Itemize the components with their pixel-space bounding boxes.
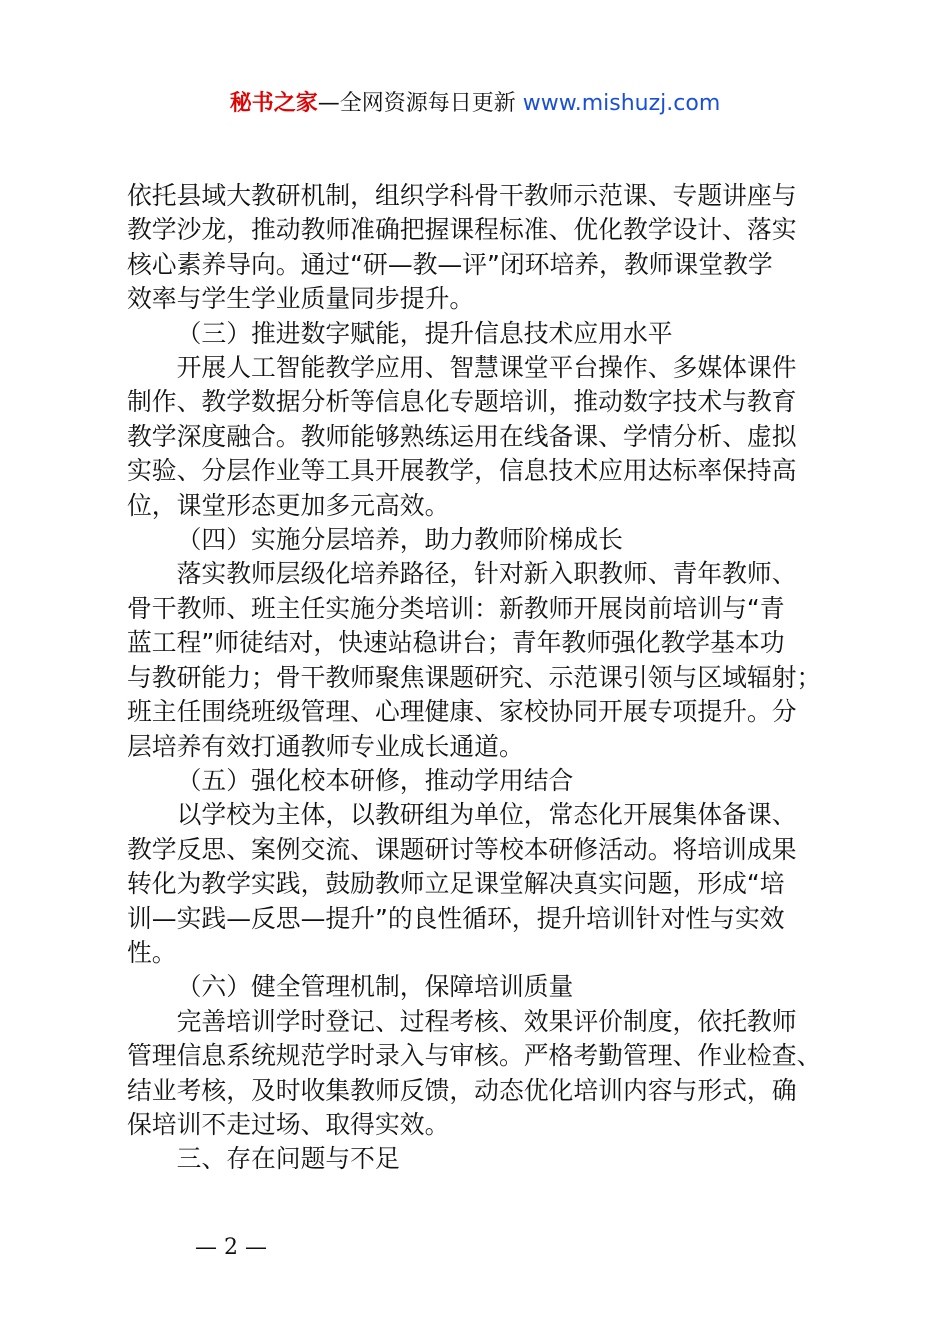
text-line: 以学校为主体，以教研组为单位，常态化开展集体备课、 — [176, 800, 797, 830]
site-slogan: —全网资源每日更新 — [317, 91, 523, 116]
text-line: 教学深度融合。教师能够熟练运用在线备课、学情分析、虚拟 — [127, 421, 797, 451]
text-line: 层培养有效打通教师专业成长通道。 — [127, 731, 524, 761]
section-heading-6: （六）健全管理机制，保障培训质量 — [176, 972, 574, 1002]
text-line: 教学沙龙，推动教师准确把握课程标准、优化教学设计、落实 — [127, 215, 797, 245]
paragraph-tiered-training — [127, 557, 833, 763]
text-line: 结业考核，及时收集教师反馈，动态优化培训内容与形式，确 — [127, 1075, 797, 1105]
text-line: 完善培训学时登记、过程考核、效果评价制度，依托教师 — [176, 1006, 797, 1036]
paragraph-management-mechanism — [127, 1005, 833, 1143]
text-line: 骨干教师、班主任实施分类培训：新教师开展岗前培训与“青 — [127, 593, 785, 623]
text-line: 训—实践—反思—提升”的良性循环，提升培训针对性与实效 — [127, 903, 785, 933]
document-body — [127, 179, 833, 1177]
text-line: 开展人工智能教学应用、智慧课堂平台操作、多媒体课件 — [176, 353, 797, 383]
text-line: 依托县域大教研机制，组织学科骨干教师示范课、专题讲座与 — [127, 181, 797, 210]
section-heading-3: （三）推进数字赋能，提升信息技术应用水平 — [176, 318, 673, 348]
section-heading-problems: 三、存在问题与不足 — [176, 1144, 400, 1174]
text-line: 管理信息系统规范学时录入与审核。严格考勤管理、作业检查、 — [127, 1041, 822, 1071]
page-number: — 2 — — [195, 1235, 267, 1260]
text-line: 制作、教学数据分析等信息化专题培训，推动数字技术与教育 — [127, 387, 797, 417]
text-line: 转化为教学实践，鼓励教师立足课堂解决真实问题，形成“培 — [127, 869, 785, 899]
text-line: 性。 — [127, 937, 177, 967]
site-brand: 秘书之家 — [229, 91, 318, 116]
paragraph-digital-empowerment — [127, 351, 833, 523]
text-line: 蓝工程”师徒结对，快速站稳讲台；青年教师强化教学基本功 — [127, 628, 785, 658]
paragraph-county-research — [127, 179, 833, 317]
section-heading-5: （五）强化校本研修，推动学用结合 — [176, 765, 574, 795]
site-header — [0, 86, 950, 122]
text-line: 效率与学生学业质量同步提升。 — [127, 284, 475, 314]
text-line: 班主任围绕班级管理、心理健康、家校协同开展专项提升。分 — [127, 697, 797, 727]
text-line: 教学反思、案例交流、课题研讨等校本研修活动。将培训成果 — [127, 834, 797, 864]
text-line: 保培训不走过场、取得实效。 — [127, 1109, 450, 1139]
paragraph-school-research — [127, 798, 833, 970]
section-heading-4: （四）实施分层培养，助力教师阶梯成长 — [176, 525, 623, 555]
text-line: 实验、分层作业等工具开展教学，信息技术应用达标率保持高 — [127, 456, 797, 486]
site-url-link[interactable]: www.mishuzj.com — [522, 91, 721, 116]
text-line: 与教研能力；骨干教师聚焦课题研究、示范课引领与区域辐射； — [127, 662, 822, 692]
text-line: 位，课堂形态更加多元高效。 — [127, 490, 450, 520]
text-line: 落实教师层级化培养路径，针对新入职教师、青年教师、 — [176, 559, 797, 589]
text-line: 核心素养导向。通过“研—教—评”闭环培养，教师课堂教学 — [127, 249, 773, 279]
